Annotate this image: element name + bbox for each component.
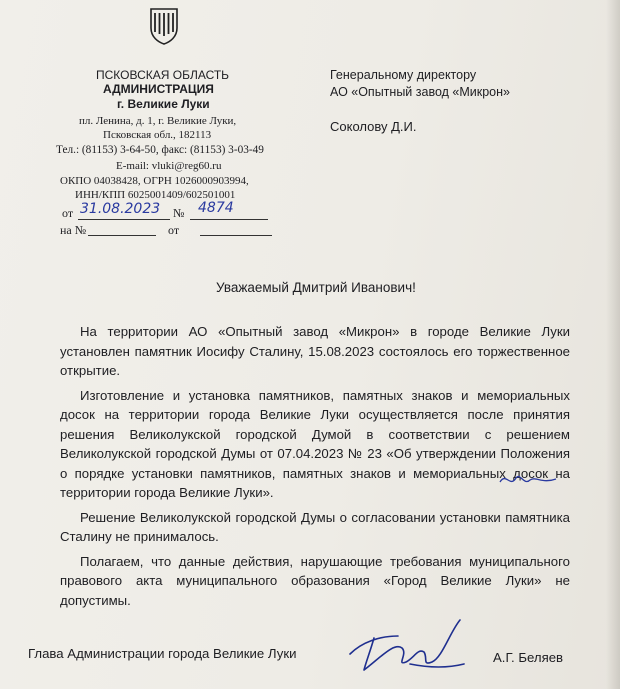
sender-address-line1: пл. Ленина, д. 1, г. Великие Луки,: [79, 115, 237, 127]
sender-org: АДМИНИСТРАЦИЯ: [103, 82, 214, 96]
paragraph-4: Полагаем, что данные действия, нарушающие требования муниципального правового акта муниципального образования «Город Великие Луки» не допустимы.: [60, 553, 570, 608]
signatory-title: Глава Администрации города Великие Луки: [28, 646, 297, 661]
signatory-name: А.Г. Беляев: [493, 650, 564, 665]
outgoing-date-label: от: [62, 206, 74, 220]
sender-city: г. Великие Луки: [117, 97, 210, 111]
coat-of-arms-icon: [148, 6, 180, 46]
recipient-company: АО «Опытный завод «Микрон»: [330, 85, 510, 99]
sender-phone: Тел.: (81153) 3-64-50, факс: (81153) 3-03-49: [56, 144, 264, 156]
paragraph-3: Решение Великолукской городской Думы о согласовании установки памятника Сталину не принималось.: [60, 509, 570, 544]
pen-mark-icon: [498, 470, 558, 490]
sender-region: ПСКОВСКАЯ ОБЛАСТЬ: [96, 68, 230, 82]
reference-number-line: [88, 235, 156, 236]
outgoing-date-line: [78, 219, 170, 220]
reference-number-label: на №: [60, 223, 87, 237]
sender-okpo: ОКПО 04038428, ОГРН 1026000903994,: [60, 175, 249, 187]
reference-date-line: [200, 235, 272, 236]
recipient-name: Соколову Д.И.: [330, 119, 417, 134]
outgoing-number: 4874: [198, 200, 234, 216]
outgoing-date: 31.08.2023: [80, 201, 161, 217]
paragraph-1: На территории АО «Опытный завод «Микрон» в городе Великие Луки установлен памятник Иосифу Сталину, 15.08.2023 состоялось его торжественное открытие.: [60, 324, 570, 378]
greeting: Уважаемый Дмитрий Иванович!: [216, 280, 416, 295]
reference-date-label: от: [168, 223, 180, 237]
outgoing-number-line: [190, 219, 268, 220]
handwritten-signature-icon: [340, 612, 470, 676]
sender-inn: ИНН/КПП 6025001409/602501001: [75, 189, 236, 201]
sender-address-line2: Псковская обл., 182113: [103, 129, 212, 141]
recipient-position: Генеральному директору: [330, 68, 477, 82]
paragraph-2: Изготовление и установка памятников, памятных знаков и мемориальных досок на территории города Великие Луки осуществляется после принятия решения Великолукской городской Думой в соответствии с решением Великолукской городской Думы от 07.04.2023 № 23 «Об утверждении Положения о порядке установки памятников, памятных знаков и мемориальных досок на территории города Великие Луки».: [60, 387, 570, 500]
letter-body: [60, 322, 570, 615]
outgoing-number-label: №: [173, 206, 185, 220]
sender-email: E-mail: vluki@reg60.ru: [116, 160, 222, 172]
